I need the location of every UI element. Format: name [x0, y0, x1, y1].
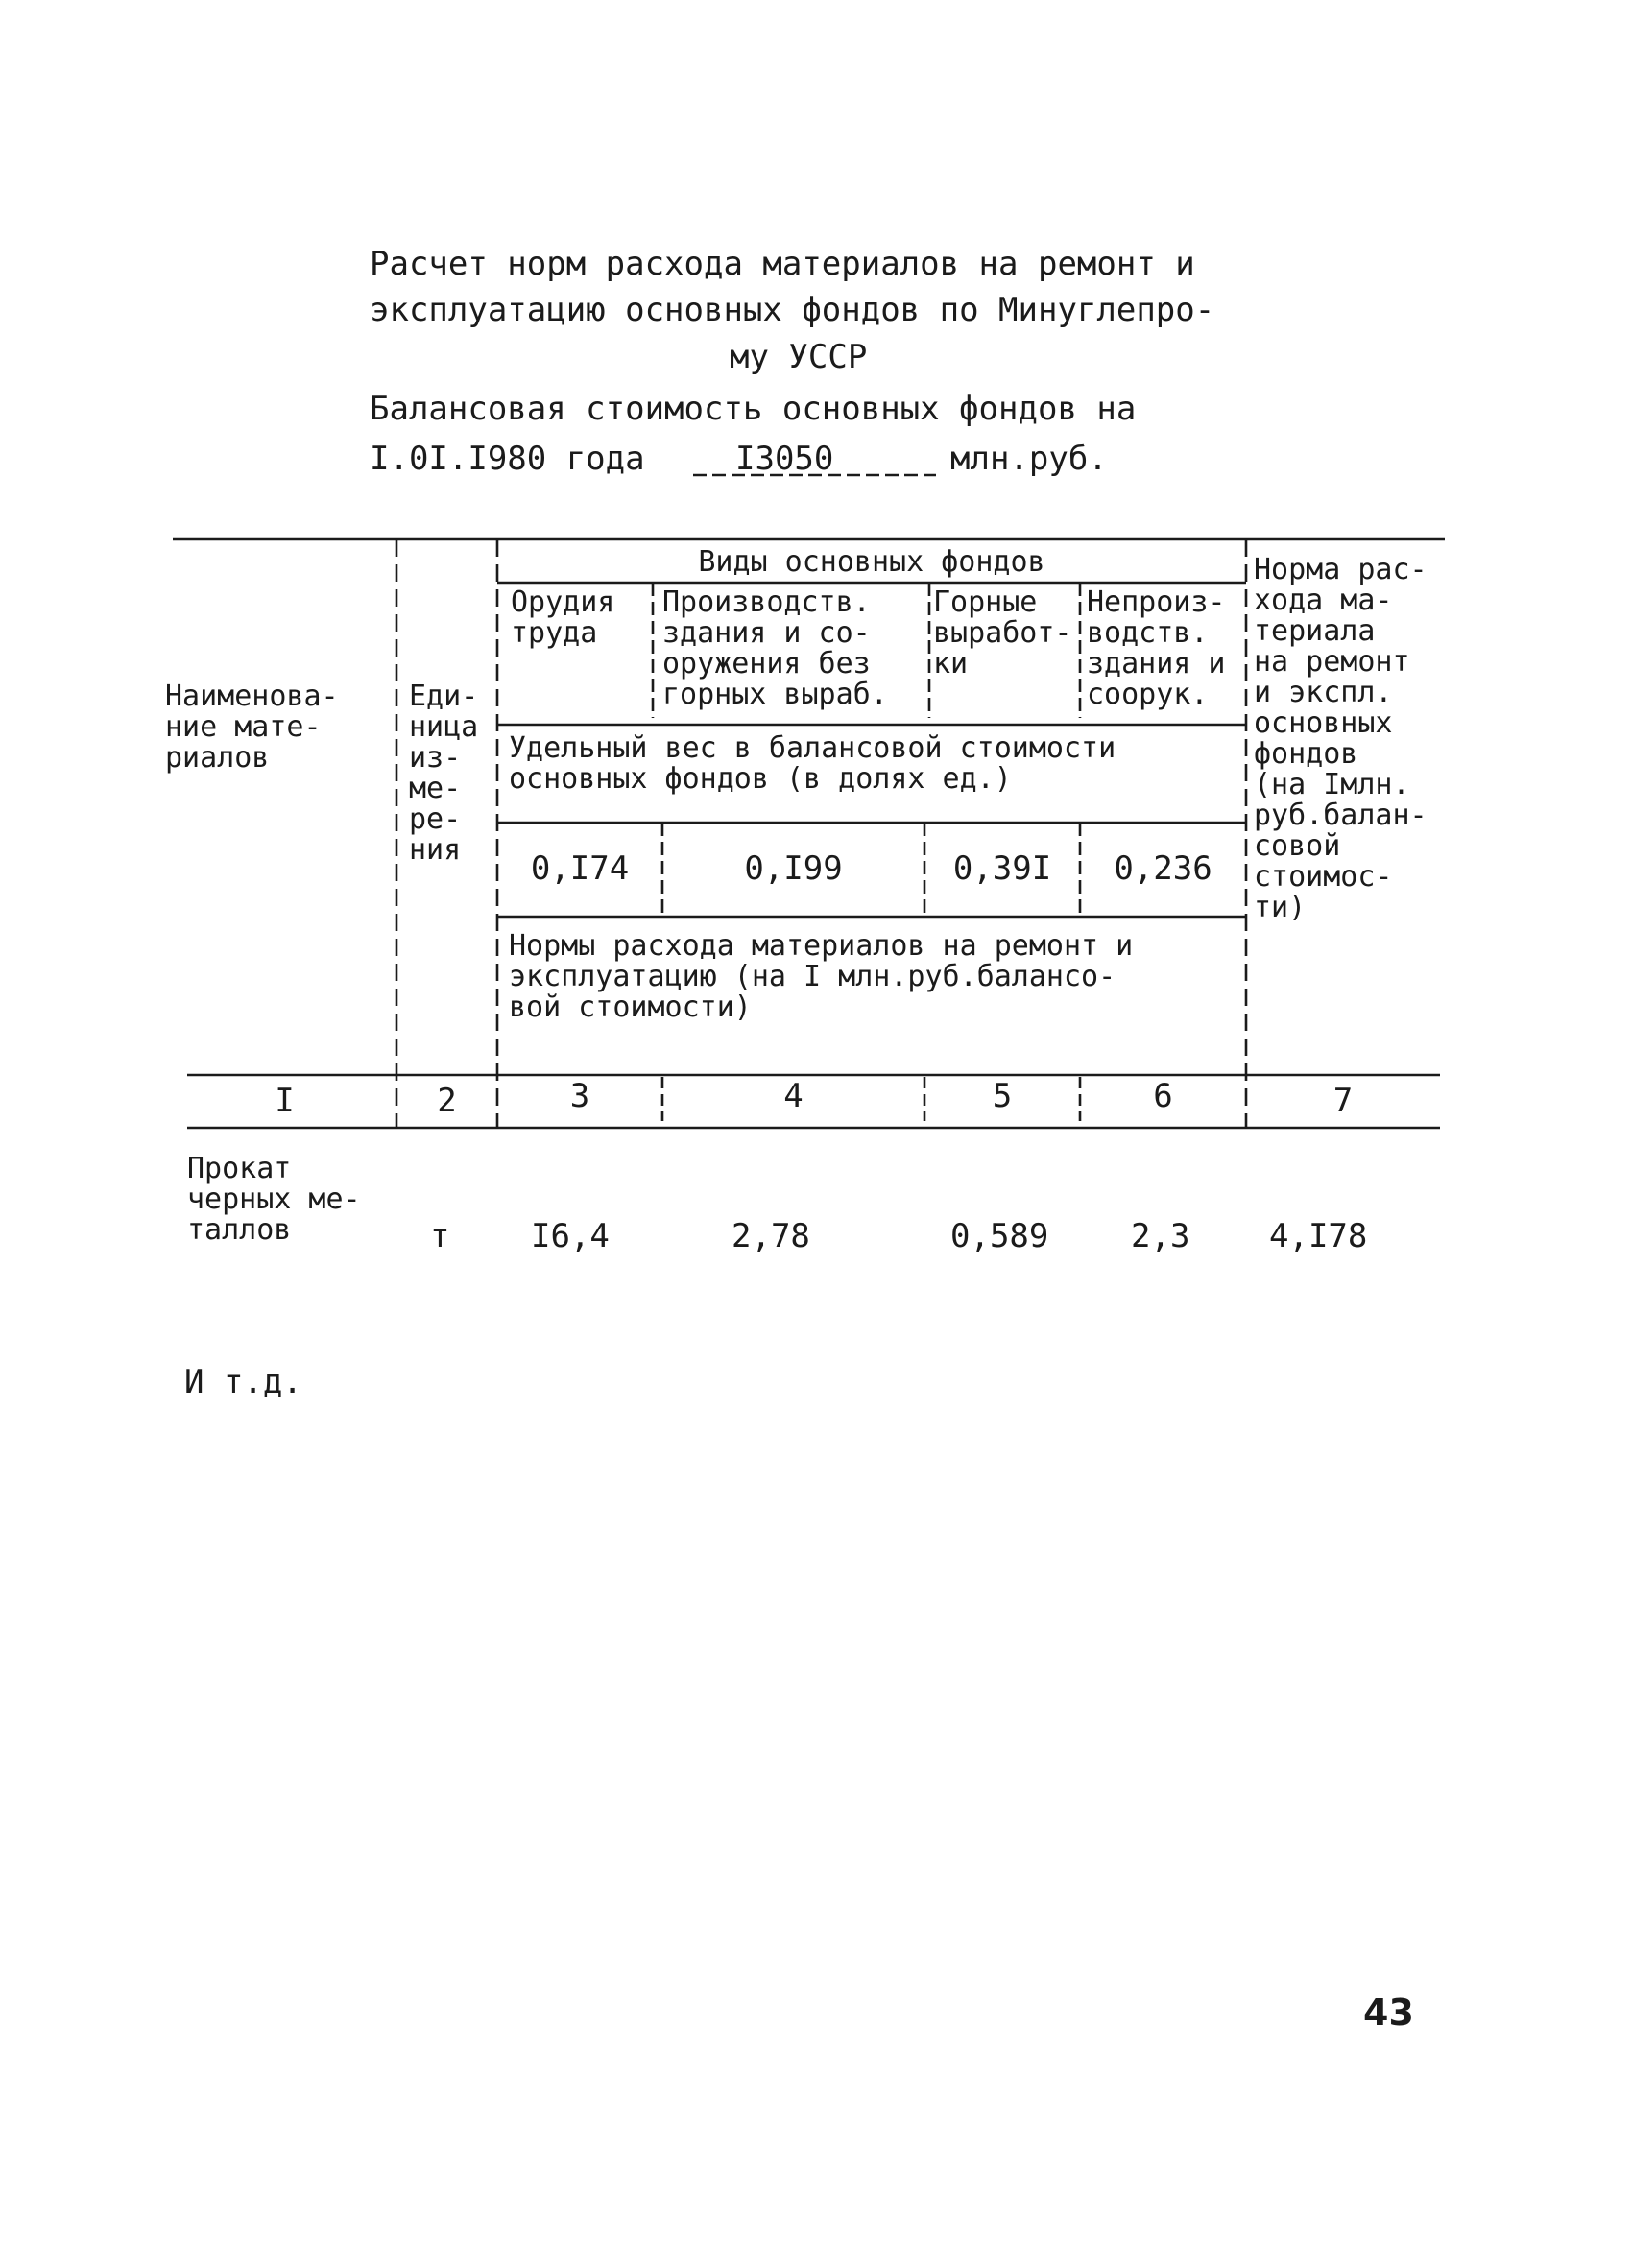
colnum-3: 3 [569, 1077, 590, 1115]
header-type-tools: Орудия труда [511, 585, 615, 650]
header-type-nonprod: Непроиз- водств. здания и соорук. [1087, 585, 1226, 711]
row-material: Прокат черных ме- таллов [187, 1152, 361, 1247]
page-number: 43 [1363, 1992, 1414, 2034]
colnum-1: I [275, 1082, 295, 1120]
footer-note: И т.д. [184, 1363, 302, 1401]
doc-title-line2: эксплуатацию основных фондов по Минуглепро- [370, 291, 1215, 329]
balance-unit: млн.руб. [950, 440, 1108, 478]
colnum-2: 2 [437, 1082, 457, 1120]
header-norms-label: Нормы расхода материалов на ремонт и эксплуатацию (на I млн.руб.балансо- вой стоимости) [509, 929, 1134, 1024]
colnum-6: 6 [1153, 1077, 1173, 1115]
balance-date: I.0I.I980 года [370, 440, 645, 478]
header-type-mining: Горные выработ- ки [933, 585, 1072, 680]
row-buildings: 2,78 [732, 1217, 810, 1255]
colnum-5: 5 [992, 1077, 1013, 1115]
share-tools: 0,I74 [530, 849, 630, 888]
header-type-buildings: Производств. здания и со- оружения без горных выраб. [662, 585, 888, 711]
row-unit: т [430, 1217, 450, 1255]
header-share-label: Удельный вес в балансовой стоимости основных фондов (в долях ед.) [509, 731, 1116, 796]
header-unit: Еди- ница из- ме- ре- ния [409, 680, 479, 867]
header-fund-types: Виды основных фондов [698, 545, 1045, 579]
row-nonprod: 2,3 [1131, 1217, 1190, 1255]
header-norm-total: Норма рас- хода ма- териала на ремонт и экспл. основных фондов (на Iмлн. руб.балан- совой стоимос- ти) [1254, 553, 1428, 924]
doc-title-line3: му УССР [730, 338, 868, 376]
balance-value: I3050 [735, 440, 834, 478]
doc-title-line1: Расчет норм расхода материалов на ремонт и [370, 245, 1195, 283]
colnum-7: 7 [1332, 1082, 1354, 1120]
row-mining: 0,589 [950, 1217, 1049, 1255]
balance-caption: Балансовая стоимость основных фондов на [370, 390, 1137, 428]
share-mining: 0,39I [952, 849, 1052, 888]
colnum-4: 4 [783, 1077, 804, 1115]
row-tools: I6,4 [531, 1217, 610, 1255]
row-total: 4,I78 [1269, 1217, 1368, 1255]
share-buildings: 0,I99 [744, 849, 843, 888]
header-material-name: Наименова- ние мате- риалов [165, 680, 339, 775]
share-nonprod: 0,236 [1114, 849, 1212, 888]
